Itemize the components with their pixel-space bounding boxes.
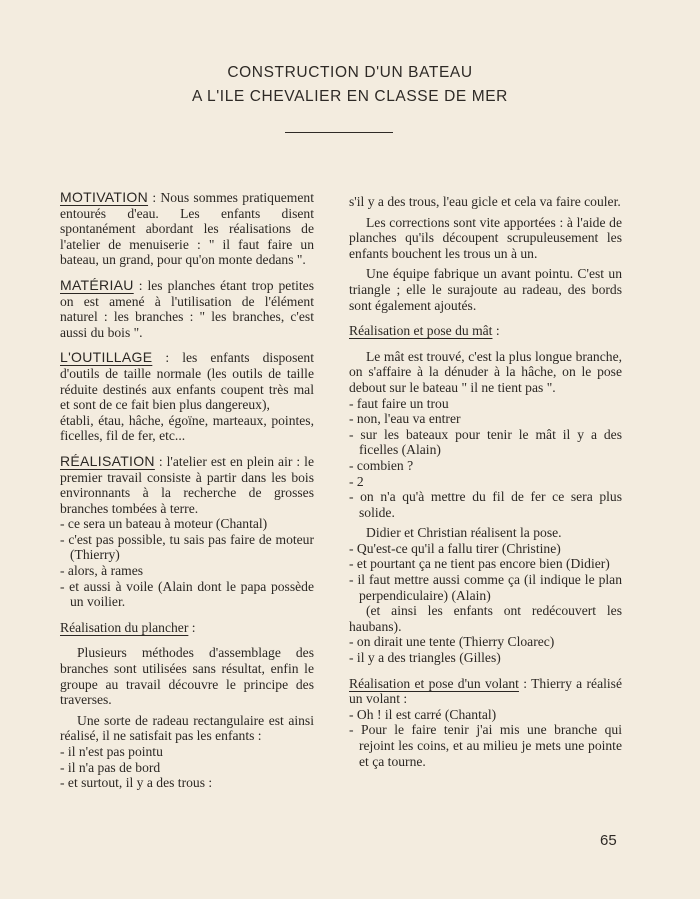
materiau-heading: MATÉRIAU <box>60 276 134 293</box>
plancher-paragraph-2: Une sorte de radeau rectangulaire est ainsi réalisé, il ne satisfait pas les enfants : <box>60 712 314 744</box>
volant-heading: Réalisation et pose d'un volant <box>349 675 519 691</box>
volant-paragraph <box>349 676 622 707</box>
dialogue-line: - 2 <box>349 473 364 489</box>
realisation-heading: RÉALISATION <box>60 452 155 469</box>
title-rule <box>285 132 393 133</box>
outillage-paragraph <box>60 350 314 412</box>
mat-heading-line <box>349 323 622 339</box>
list-item: - il n'est pas pointu <box>60 744 163 759</box>
page-number: 65 <box>600 832 617 849</box>
dialogue-line: - faut faire un trou <box>349 395 449 411</box>
dialogue-line: - sur les bateaux pour tenir le mât il y a des ficelles (Alain) <box>349 426 622 458</box>
dialogue-line: - Pour le faire tenir j'ai mis une branche qui rejoint les coins, et au milieu je mets une pointe et ça tourne. <box>349 722 622 769</box>
dialogue-line: - on dirait une tente (Thierry Cloarec) <box>349 634 555 650</box>
dialogue-line: - ce sera un bateau à moteur (Chantal) <box>60 516 268 532</box>
dialogue-line: - il y a des triangles (Gilles) <box>349 650 501 666</box>
outillage-heading: L'OUTILLAGE <box>60 349 153 366</box>
motivation-text: : Nous sommes pratiquement entourés d'eau. Les enfants disent spontanément abordant les réalisations de l'atelier de menuiserie : " il faut faire un bateau, un grand, pour qu'on monte dedans ". <box>60 190 314 268</box>
haubans-note: (et ainsi les enfants ont redécouvert les haubans). <box>349 603 622 634</box>
volant-intro: : Thierry a réalisé un volant : <box>349 675 622 707</box>
list-item: - il n'a pas de bord <box>60 759 161 775</box>
dialogue-line: - alors, à rames <box>60 563 144 579</box>
corrections-paragraph: Les corrections sont vite apportées : à l'aide de planches qu'ils découpent scrupuleusement les enfants bouchent les trous un à un. <box>349 214 622 261</box>
dialogue-line: - on n'a qu'à mettre du fil de fer ce sera plus solide. <box>349 489 622 520</box>
outillage-text: : les enfants disposent d'outils de taille normale (les outils de taille réduite destinés aux enfants coupent très mal et sont de ce fait bien plus dangereux), <box>60 350 314 413</box>
mat-colon: : <box>492 323 500 339</box>
plancher-heading-line <box>60 620 314 636</box>
motivation-heading: MOTIVATION <box>60 189 149 205</box>
page-title-line2: A L'ILE CHEVALIER EN CLASSE DE MER <box>192 88 508 105</box>
right-column <box>349 194 622 769</box>
mat-paragraph: Le mât est trouvé, c'est la plus longue branche, on s'affaire à la dénuder à la hâche, on le pose debout sur le bateau " il ne tient pas ". <box>349 348 622 395</box>
avant-paragraph: Une équipe fabrique un avant pointu. C'est un triangle ; elle le surajoute au radeau, des bords sont également ajoutés. <box>349 266 622 313</box>
dialogue-line: - non, l'eau va entrer <box>349 411 461 427</box>
outillage-list: établi, étau, hâche, égoïne, marteaux, pointes, ficelles, fil de fer, etc... <box>60 412 314 444</box>
pose-paragraph: Didier et Christian réalisent la pose. <box>366 525 562 541</box>
plancher-colon: : <box>188 619 196 635</box>
realisation-paragraph <box>60 454 314 516</box>
dialogue-line: - et pourtant ça ne tient pas encore bien (Didier) <box>349 556 610 572</box>
list-item: - et surtout, il y a des trous : <box>60 775 213 791</box>
page-title-line1: CONSTRUCTION D'UN BATEAU <box>227 64 473 81</box>
trous-paragraph: s'il y a des trous, l'eau gicle et cela va faire couler. <box>349 194 621 209</box>
materiau-text: : les planches étant trop petites on est amené à l'utilisation de l'élément naturel : les branches : " les branches, c'est aussi du bois ". <box>60 277 314 340</box>
plancher-paragraph-1: Plusieurs méthodes d'assemblage des branches sont utilisées sans résultat, enfin le groupe au travail découvre le principe des traverses. <box>60 645 314 708</box>
plancher-heading: Réalisation du plancher <box>60 619 189 635</box>
dialogue-line: - c'est pas possible, tu sais pas faire de moteur (Thierry) <box>60 531 314 563</box>
left-column <box>60 190 314 791</box>
realisation-text: : l'atelier est en plein air : le premier travail consiste à partir dans les bois environnants à la recherche de grosses branches tombées à terre. <box>60 453 314 516</box>
dialogue-line: - combien ? <box>349 457 414 473</box>
dialogue-line: - Oh ! il est carré (Chantal) <box>349 706 497 722</box>
materiau-paragraph <box>60 278 314 340</box>
dialogue-line: - il faut mettre aussi comme ça (il indique le plan perpendiculaire) (Alain) <box>349 572 622 603</box>
mat-heading: Réalisation et pose du mât <box>349 323 493 339</box>
dialogue-line: - et aussi à voile (Alain dont le papa possède un voilier. <box>60 578 314 610</box>
motivation-paragraph <box>60 190 314 268</box>
dialogue-line: - Qu'est-ce qu'il a fallu tirer (Christine) <box>349 540 561 556</box>
